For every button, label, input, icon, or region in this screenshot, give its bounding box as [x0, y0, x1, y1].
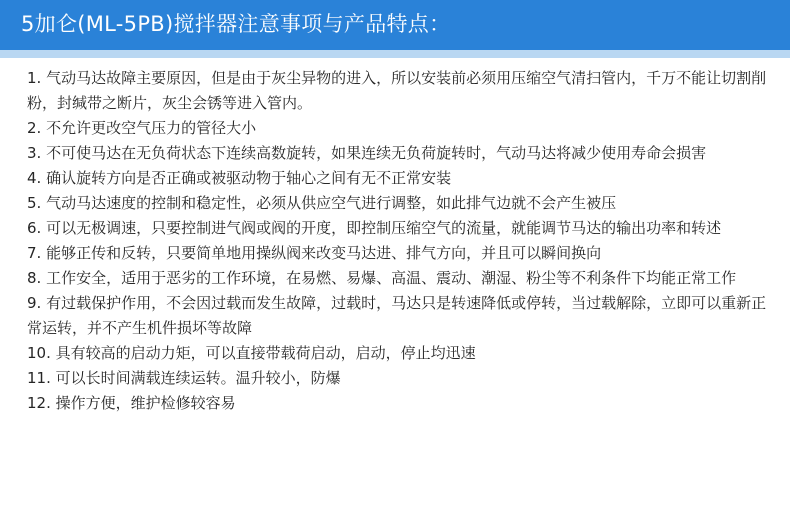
list-item-3: 3. 不可使马达在无负荷状态下连续高数旋转，如果连续无负荷旋转时，气动马达将减少使用寿命会损害	[27, 144, 707, 162]
list-item-10: 10. 具有较高的启动力矩，可以直接带载荷启动，启动，停止均迅速	[27, 344, 476, 362]
title-divider	[0, 50, 790, 58]
list-item-5: 5. 气动马达速度的控制和稳定性，必须从供应空气进行调整，如此排气边就不会产生被压	[27, 194, 617, 212]
list-item-6: 6. 可以无极调速，只要控制进气阀或阀的开度，即控制压缩空气的流量，就能调节马达的输出功率和转述	[27, 219, 722, 237]
notes-list	[27, 66, 767, 416]
list-item-7: 7. 能够正传和反转，只要简单地用操纵阀来改变马达进、排气方向，并且可以瞬间换向	[27, 244, 602, 262]
list-item-2: 2. 不允许更改空气压力的管径大小	[27, 119, 257, 137]
list-item-4: 4. 确认旋转方向是否正确或被驱动物于轴心之间有无不正常安装	[27, 169, 452, 187]
list-item-9: 9. 有过载保护作用，不会因过载而发生故障，过载时，马达只是转速降低或停转，当过载解除，立即可以重新正常运转，并不产生机件损坏等故障	[27, 294, 767, 337]
list-item-1: 1. 气动马达故障主要原因，但是由于灰尘异物的进入，所以安装前必须用压缩空气清扫管内，千万不能让切割削粉，封缄带之断片，灰尘会锈等进入管内。	[27, 69, 767, 112]
title-banner	[0, 0, 790, 50]
list-item-11: 11. 可以长时间满载连续运转。温升较小，防爆	[27, 369, 341, 387]
list-item-12: 12. 操作方便，维护检修较容易	[27, 394, 236, 412]
page-title: 5加仑(ML-5PB)搅拌器注意事项与产品特点：	[21, 12, 451, 36]
list-item-8: 8. 工作安全，适用于恶劣的工作环境，在易燃、易爆、高温、震动、潮湿、粉尘等不利条件下均能正常工作	[27, 269, 737, 287]
